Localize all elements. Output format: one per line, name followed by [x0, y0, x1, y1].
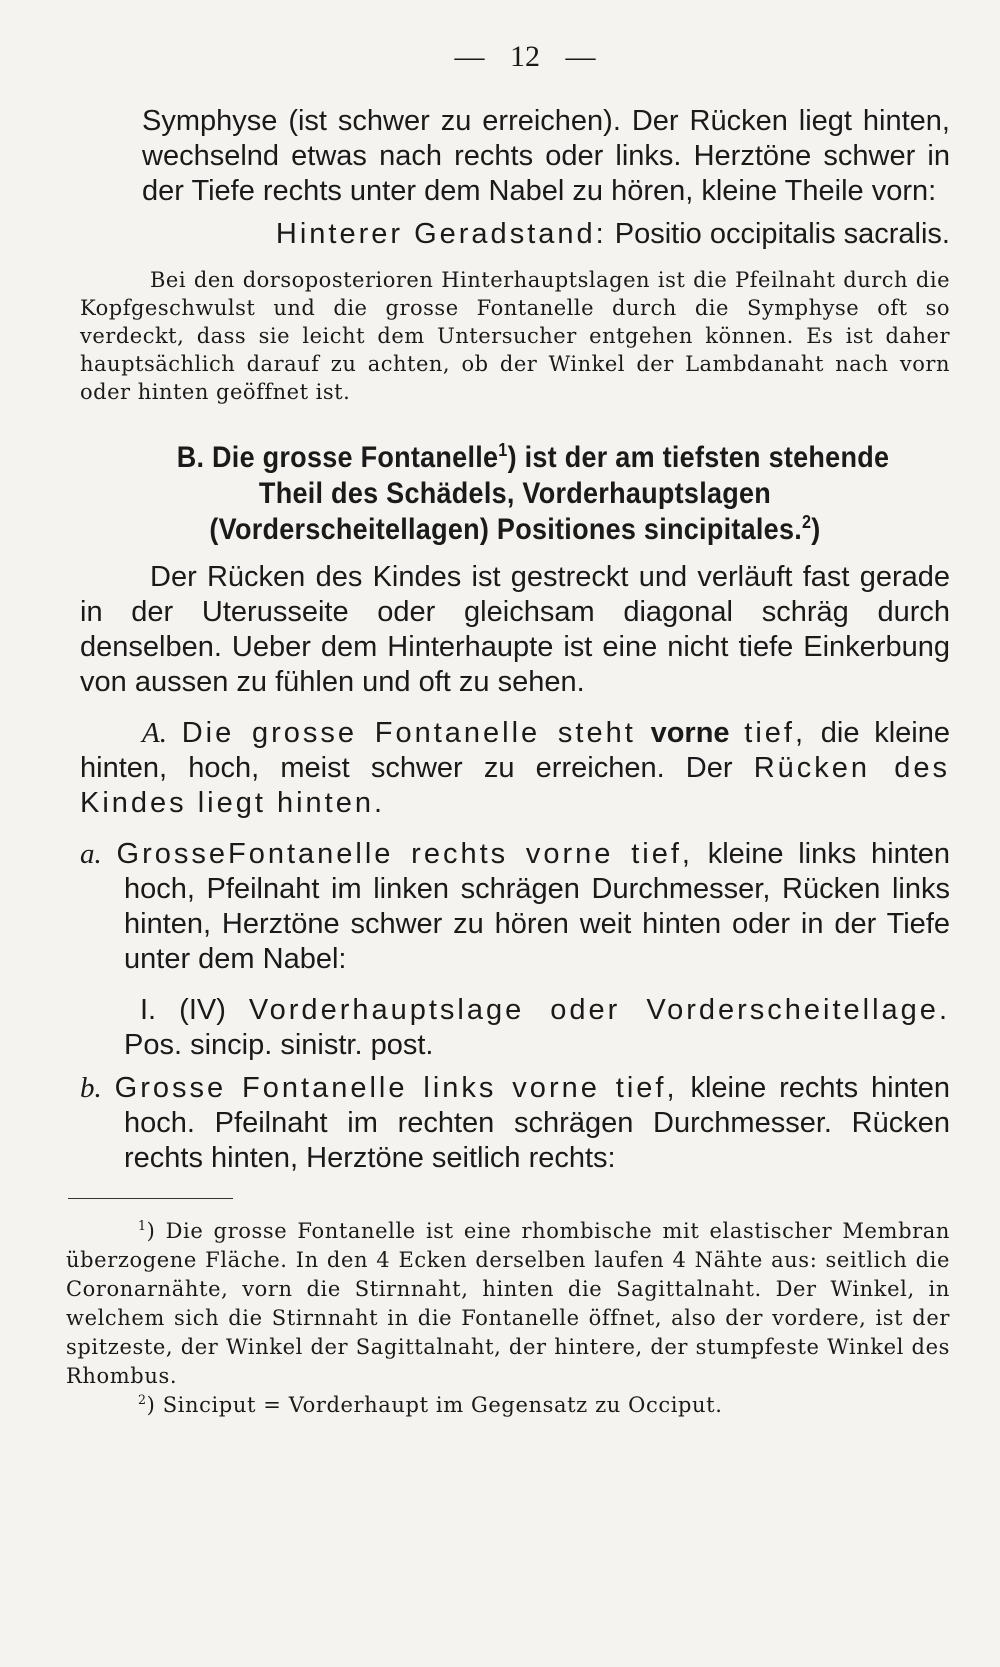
footnote-ref-2: 2 [802, 512, 812, 532]
position-i [80, 993, 950, 1063]
small-print-note [80, 266, 950, 406]
footnote-1-text: ) Die grosse Fontanelle ist eine rhombische mit elastischer Membran überzogene Fläche. In den 4 Ecken derselben laufen 4 Nähte aus: seitlich die Coronarnähte, vorn die Stirnnaht, hinten die Sagittalnaht. Der Winkel, in welchem sich die Stirnnaht in die Fontanelle öffnet, also der vordere, ist der spitzeste, der Winkel der Sagittalnaht, der hintere, der stumpfeste Winkel des Rhombus. [66, 1219, 950, 1388]
section-a-bold-word: vorne [650, 717, 730, 749]
intro-paragraph-text: Der Rücken des Kindes ist gestreckt und verläuft fast gerade in der Uterusseite oder gleichsam diagonal schräg durch denselben. Ueber dem Hinterhaupte ist eine nicht tiefe Einkerbung von aussen zu fühlen und oft zu sehen. [80, 561, 950, 698]
item-b-text [80, 1071, 950, 1176]
footnote-1-mark: 1 [138, 1218, 147, 1233]
intro-paragraph [80, 560, 950, 700]
section-heading-b [124, 440, 907, 548]
top-block-text: Symphyse (ist schwer zu erreichen). Der Rücken liegt hinten, wechselnd etwas nach rechts oder links. Herztöne schwer in der Tiefe rechts unter dem Nabel zu hören, kleine Theile vorn: [142, 105, 950, 207]
section-b-letter: B. [176, 441, 205, 474]
hinterer-geradstand-value: Positio occipitalis sacralis. [614, 218, 950, 250]
section-b-heading-part2: ) ist der am tiefsten stehende Theil des Schädels, Vorderhauptslagen (Vorderscheitellagen) Positiones sincipitales. [209, 441, 890, 546]
position-i-spaced: Vorderhauptslage oder Vorderscheitellage. [248, 994, 950, 1026]
section-a-rest: die kleine hinten, hoch, meist schwer zu erreichen. Der [80, 717, 951, 784]
item-a-body: kleine links hinten hoch, Pfeilnaht im linken schrägen Durchmesser, Rücken links hinten, Herztöne schwer zu hören weit hinten oder in der Tiefe unter dem Nabel: [124, 838, 951, 975]
section-a-text [80, 716, 950, 821]
footnote-2 [66, 1391, 950, 1420]
hinterer-geradstand-label: Hinterer Geradstand: [275, 218, 607, 250]
item-b-spaced: Grosse Fontanelle links vorne tief, [114, 1072, 678, 1104]
item-b-body: kleine rechts hinten hoch. Pfeilnaht im rechten schrägen Durchmesser. Rücken rechts hinten, Herztöne seitlich rechts: [124, 1072, 951, 1174]
footnote-divider [68, 1198, 233, 1199]
footnote-ref-1: 1 [498, 440, 508, 460]
footnote-1 [66, 1217, 950, 1391]
section-a-spaced-tail: Rücken des Kindes liegt hinten. [80, 752, 950, 819]
item-a [80, 837, 950, 977]
item-b-marker: b. [80, 1072, 102, 1104]
section-a-marker: A. [142, 717, 167, 749]
item-a-spaced: GrosseFontanelle rechts vorne tief, [116, 838, 693, 870]
item-a-marker: a. [80, 838, 102, 870]
small-print-note-text: Bei den dorsoposterioren Hinterhauptslagen ist die Pfeilnaht durch die Kopfgeschwulst und die grosse Fontanelle durch die Symphyse oft so verdeckt, dass sie leicht dem Untersucher entgehen können. Es ist daher hauptsächlich darauf zu achten, ob der Winkel der Lambdanaht nach vorn oder hinten geöffnet ist. [80, 268, 950, 404]
position-i-numeral: I. [140, 994, 157, 1026]
section-b-heading-part3: ) [811, 513, 821, 546]
position-i-alt: (IV) [179, 994, 226, 1026]
footnote-2-mark: 2 [138, 1392, 147, 1407]
page-number: — 12 — [454, 40, 596, 73]
item-b [80, 1071, 950, 1176]
section-a-spaced-start: Die grosse Fontanelle steht [181, 717, 636, 749]
section-b-heading-part1: Die grosse Fontanelle [212, 441, 499, 474]
footnotes [66, 1217, 950, 1420]
position-i-text [124, 993, 950, 1063]
section-a [80, 716, 950, 821]
section-a-spaced-end: tief, [744, 717, 807, 749]
position-i-latin: Pos. sincip. sinistr. post. [124, 1029, 434, 1061]
item-a-text [80, 837, 950, 977]
top-block [80, 104, 950, 252]
footnote-2-text: ) Sinciput = Vorderhaupt im Gegensatz zu Occiput. [146, 1393, 723, 1417]
hinterer-geradstand-line [142, 217, 950, 252]
